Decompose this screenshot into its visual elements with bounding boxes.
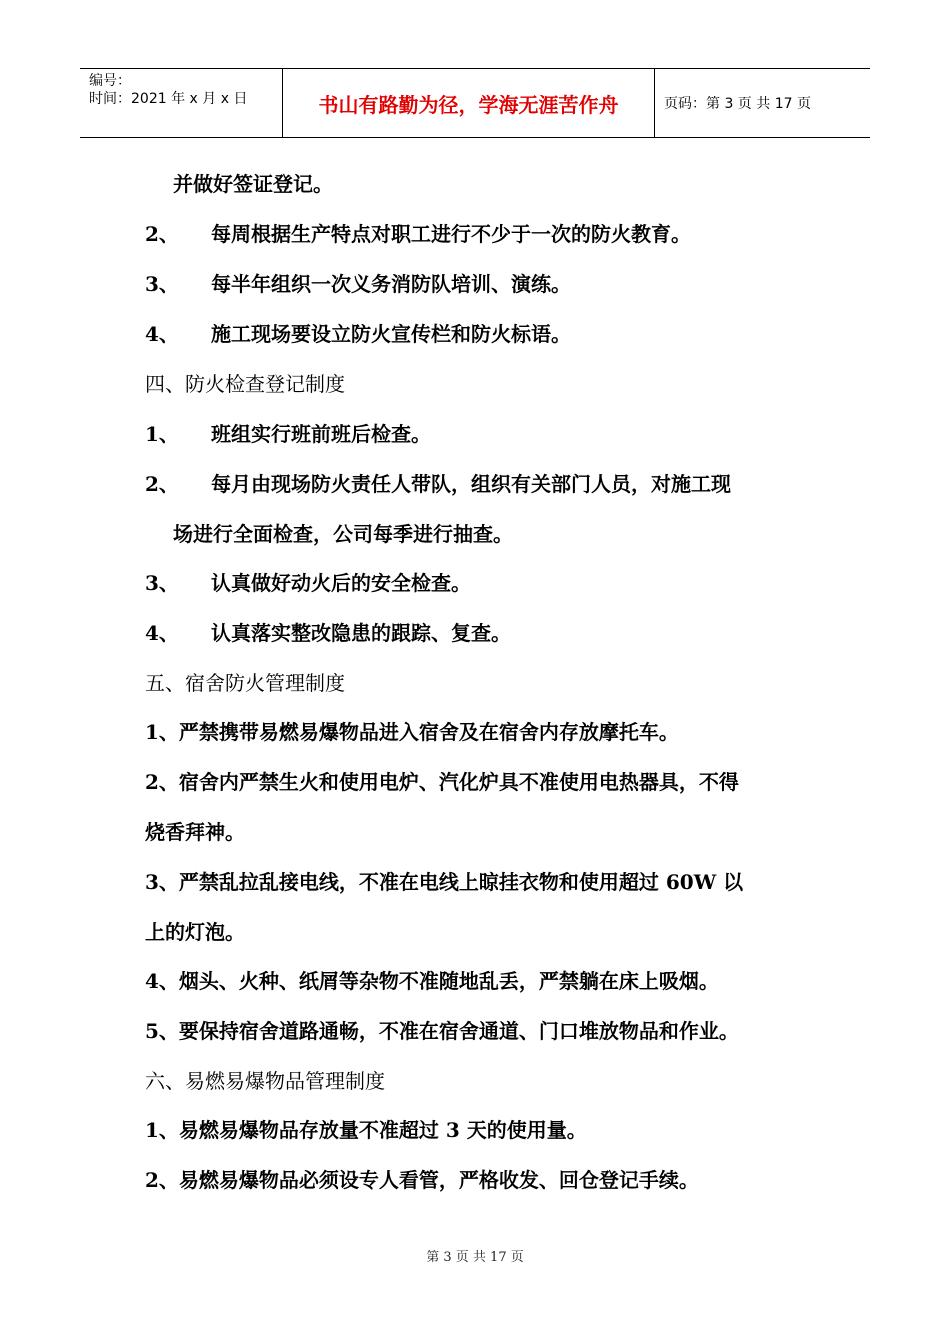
- list-item: 1、严禁携带易燃易爆物品进入宿舍及在宿舍内存放摩托车。: [145, 720, 679, 744]
- list-item-number: 4、: [145, 621, 179, 645]
- list-item: 2、易燃易爆物品必须设专人看管，严格收发、回仓登记手续。: [145, 1168, 699, 1192]
- header-number-label: 编号：: [89, 73, 131, 89]
- document-header: [80, 68, 870, 138]
- header-page-label: 页码：第 3 页 共 17 页: [664, 96, 811, 112]
- list-item-continuation: 场进行全面检查，公司每季进行抽查。: [173, 522, 513, 546]
- list-item-continuation: 上的灯泡。: [145, 920, 245, 944]
- list-item-text: 班组实行班前班后检查。: [211, 422, 431, 446]
- header-motto: 书山有路勤为径，学海无涯苦作舟: [283, 69, 655, 137]
- list-item-text: 每周根据生产特点对职工进行不少于一次的防火教育。: [211, 222, 691, 246]
- list-item: 4、烟头、火种、纸屑等杂物不准随地乱丢，严禁躺在床上吸烟。: [145, 969, 719, 993]
- section-heading: 五、宿舍防火管理制度: [145, 671, 345, 695]
- section-heading: 四、防火检查登记制度: [145, 372, 345, 396]
- list-item-number: 2、: [145, 222, 179, 246]
- list-item: 3、严禁乱拉乱接电线，不准在电线上晾挂衣物和使用超过 60W 以: [145, 870, 744, 894]
- list-item-number: 1、: [145, 422, 179, 446]
- header-meta: [80, 69, 283, 137]
- list-item-text: 施工现场要设立防火宣传栏和防火标语。: [211, 322, 571, 346]
- list-item: 5、要保持宿舍道路通畅，不准在宿舍通道、门口堆放物品和作业。: [145, 1019, 739, 1043]
- continued-line: 并做好签证登记。: [173, 172, 333, 196]
- list-item-number: 3、: [145, 571, 179, 595]
- list-item: 2、宿舍内严禁生火和使用电炉、汽化炉具不准使用电热器具，不得: [145, 770, 739, 794]
- list-item-text: 每月由现场防火责任人带队，组织有关部门人员，对施工现: [211, 472, 731, 496]
- list-item-number: 2、: [145, 472, 179, 496]
- list-item-number: 3、: [145, 272, 179, 296]
- section-heading: 六、易燃易爆物品管理制度: [145, 1069, 385, 1093]
- list-item: 1、易燃易爆物品存放量不准超过 3 天的使用量。: [145, 1118, 587, 1142]
- header-time-label: 时间：2021 年 x 月 x 日: [89, 91, 248, 107]
- list-item-text: 认真做好动火后的安全检查。: [211, 571, 471, 595]
- list-item-continuation: 烧香拜神。: [145, 820, 245, 844]
- list-item-text: 认真落实整改隐患的跟踪、复查。: [211, 621, 511, 645]
- list-item-text: 每半年组织一次义务消防队培训、演练。: [211, 272, 571, 296]
- page-footer: 第 3 页 共 17 页: [426, 1250, 524, 1265]
- list-item-number: 4、: [145, 322, 179, 346]
